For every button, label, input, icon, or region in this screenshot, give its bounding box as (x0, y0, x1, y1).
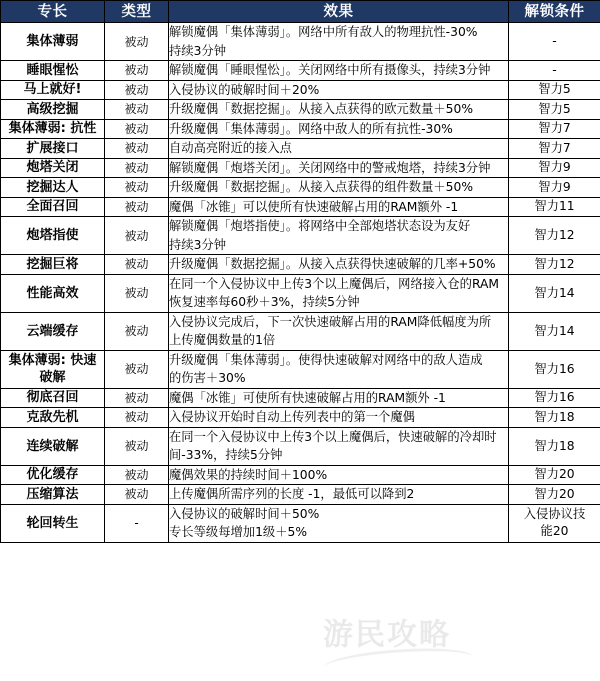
perk-type-cell: 被动 (105, 100, 169, 120)
perk-unlock-line: 智力9 (538, 179, 571, 194)
perk-type-cell: 被动 (105, 119, 169, 139)
perk-name-line: 破解 (39, 370, 66, 385)
perk-unlock-cell (509, 427, 600, 465)
perk-effect-line: 解锁魔偶「炮塔指使」。将网络中全部炮塔状态设为友好 (169, 219, 471, 233)
perk-effect-cell (169, 485, 509, 505)
perk-effect-line: 恢复速率每60秒＋3%，持续5分钟 (169, 295, 360, 309)
perk-name-cell (1, 178, 105, 198)
perk-name-line: 马上就好! (23, 82, 82, 98)
perk-name-line: 云端缓存 (26, 323, 79, 339)
perk-name-cell (1, 485, 105, 505)
perk-unlock-line: 智力5 (538, 82, 571, 97)
perk-name-line: 克敌先机 (26, 409, 79, 425)
perk-effect-line: 的伤害＋30% (169, 371, 246, 385)
perk-unlock-cell (509, 61, 600, 81)
perk-unlock-cell (509, 158, 600, 178)
perk-unlock-cell (509, 100, 600, 120)
perk-name-cell (1, 388, 105, 408)
perk-unlock-line: 智力5 (538, 101, 571, 116)
perk-effect-line: 在同一个入侵协议中上传3个以上魔偶后，网络接入仓的RAM (169, 276, 500, 291)
perk-name-cell (1, 408, 105, 428)
perk-unlock-line: 入侵协议技 (523, 507, 586, 521)
perk-unlock-cell (509, 197, 600, 217)
perk-unlock-cell (509, 178, 600, 198)
perk-unlock-cell (509, 80, 600, 100)
table-row (1, 217, 600, 255)
perk-unlock-line: 智力20 (534, 467, 575, 482)
perk-name-cell (1, 158, 105, 178)
perk-unlock-line: 智力18 (534, 409, 575, 424)
perk-effect-line: 持续3分钟 (169, 237, 227, 252)
perk-name-cell (1, 255, 105, 275)
perk-unlock-line: 智力14 (534, 285, 575, 300)
perk-effect-cell (169, 61, 509, 81)
perk-type-cell: 被动 (105, 197, 169, 217)
table-row (1, 465, 600, 485)
perk-effect-cell (169, 23, 509, 61)
perk-type-cell: 被动 (105, 61, 169, 81)
perk-effect-cell (169, 158, 509, 178)
table-header (1, 1, 600, 23)
perk-unlock-line: 智力11 (534, 199, 575, 214)
table-row (1, 274, 600, 312)
perk-unlock-cell (509, 504, 600, 542)
perk-unlock-cell (509, 408, 600, 428)
perk-unlock-cell (509, 23, 600, 61)
perk-name-cell (1, 197, 105, 217)
header-row (1, 1, 600, 23)
column-header-type: 类型 (105, 1, 169, 23)
perk-effect-line: 入侵协议开始时自动上传列表中的第一个魔偶 (169, 410, 415, 424)
perk-unlock-cell (509, 465, 600, 485)
perk-type-cell: 被动 (105, 158, 169, 178)
table-row (1, 427, 600, 465)
table-row (1, 80, 600, 100)
table-row (1, 255, 600, 275)
perk-name-cell (1, 504, 105, 542)
perk-unlock-cell (509, 350, 600, 388)
perk-name-cell (1, 274, 105, 312)
perk-name-line: 炮塔关闭 (26, 160, 79, 176)
perk-name-line: 挖掘巨将 (26, 256, 79, 272)
perk-effect-cell (169, 388, 509, 408)
perk-type-cell: 被动 (105, 255, 169, 275)
perk-effect-line: 升级魔偶「数据挖掘」。从接入点获得的组件数量＋50% (169, 180, 474, 194)
table-row (1, 61, 600, 81)
perk-effect-cell (169, 197, 509, 217)
perk-unlock-cell (509, 388, 600, 408)
perk-unlock-cell (509, 217, 600, 255)
perk-effect-line: 入侵协议的破解时间＋50% (169, 506, 320, 521)
watermark-text: 游民攻略 (323, 617, 451, 653)
perk-name-cell (1, 217, 105, 255)
perk-effect-line: 入侵协议完成后，下一次快速破解占用的RAM降低幅度为所 (169, 314, 492, 329)
perk-unlock-line: 智力18 (534, 438, 575, 453)
table-row (1, 158, 600, 178)
perk-effect-cell (169, 312, 509, 350)
perk-effect-line: 上传魔偶数量的1倍 (169, 333, 276, 347)
perk-name-cell (1, 427, 105, 465)
perk-effect-cell (169, 217, 509, 255)
perk-name-cell (1, 61, 105, 81)
perk-effect-line: 解锁魔偶「炮塔关闭」。关闭网络中的警戒炮塔，持续3分钟 (169, 160, 491, 175)
perk-effect-line: 魔偶效果的持续时间＋100% (169, 467, 328, 482)
perk-effect-line: 升级魔偶「数据挖掘」。从接入点获得的欧元数量＋50% (169, 102, 474, 116)
perk-effect-line: 升级魔偶「集体薄弱」。网络中敌人的所有抗性-30% (169, 121, 453, 136)
perk-effect-line: 上传魔偶所需序列的长度 -1，最低可以降到2 (169, 487, 415, 501)
perk-name-cell (1, 23, 105, 61)
perk-effect-line: 入侵协议的破解时间＋20% (169, 82, 320, 97)
table-row (1, 408, 600, 428)
perk-unlock-cell (509, 119, 600, 139)
perk-name-line: 扩展接口 (26, 140, 79, 156)
perk-type-cell: 被动 (105, 178, 169, 198)
table-row (1, 504, 600, 542)
column-header-name: 专长 (1, 1, 105, 23)
perk-type-cell: 被动 (105, 80, 169, 100)
perk-effect-line: 魔偶「冰锥」可使所有快速破解占用的RAM额外 -1 (169, 390, 446, 405)
perk-name-line: 炮塔指使 (26, 228, 79, 243)
perk-name-line: 集体薄弱: 快速 (8, 353, 97, 368)
perk-effect-cell (169, 465, 509, 485)
perk-effect-cell (169, 100, 509, 120)
perk-effect-line: 魔偶「冰锥」可以使所有快速破解占用的RAM额外 -1 (169, 199, 459, 214)
perk-name-line: 性能高效 (26, 285, 79, 301)
perk-unlock-line: 智力16 (534, 390, 575, 405)
perk-name-line: 集体薄弱: 抗性 (8, 121, 97, 137)
perk-effect-cell (169, 80, 509, 100)
perk-name-cell (1, 465, 105, 485)
perk-type-cell: - (105, 504, 169, 542)
perk-type-cell: 被动 (105, 388, 169, 408)
perk-type-cell: 被动 (105, 217, 169, 255)
perk-unlock-line: 能20 (540, 524, 569, 538)
table-row (1, 312, 600, 350)
perk-unlock-line: 智力12 (534, 256, 575, 271)
perk-unlock-line: 智力12 (534, 228, 575, 242)
perk-effect-cell (169, 350, 509, 388)
perk-type-cell: 被动 (105, 427, 169, 465)
perk-type-cell: 被动 (105, 274, 169, 312)
perk-name-line: 挖掘达人 (26, 179, 79, 195)
perk-effect-line: 在同一个入侵协议中上传3个以上魔偶后，快速破解的冷却时 (169, 429, 497, 444)
perk-name-cell (1, 312, 105, 350)
perk-effect-cell (169, 504, 509, 542)
perk-effect-line: 自动高亮附近的接入点 (169, 141, 292, 155)
perk-name-line: 全面召回 (26, 199, 79, 215)
watermark-swoosh-icon (323, 644, 474, 667)
perk-type-cell: 被动 (105, 408, 169, 428)
perk-effect-line: 解锁魔偶「集体薄弱」。网络中所有敌人的物理抗性-30% (169, 25, 478, 39)
perk-unlock-line: 智力20 (534, 486, 575, 501)
perk-type-cell: 被动 (105, 23, 169, 61)
perk-unlock-cell (509, 485, 600, 505)
perk-name-line: 高级挖掘 (26, 101, 79, 117)
table-body (1, 23, 600, 543)
perk-effect-cell (169, 255, 509, 275)
table-row (1, 139, 600, 159)
perk-effect-line: 间-33%，持续5分钟 (169, 448, 283, 462)
perk-effect-cell (169, 139, 509, 159)
perk-name-line: 轮回转生 (26, 515, 79, 531)
perk-type-cell: 被动 (105, 312, 169, 350)
table-row (1, 119, 600, 139)
perk-name-line: 连续破解 (26, 438, 79, 454)
table-row (1, 350, 600, 388)
perk-type-cell: 被动 (105, 139, 169, 159)
table-row (1, 178, 600, 198)
column-header-effect: 效果 (169, 1, 509, 23)
perk-name-cell (1, 139, 105, 159)
perk-unlock-line: 智力7 (538, 140, 571, 155)
perk-effect-cell (169, 408, 509, 428)
column-header-unlock: 解锁条件 (509, 1, 600, 23)
table-row (1, 388, 600, 408)
perk-effect-cell (169, 274, 509, 312)
perk-name-line: 彻底召回 (26, 390, 79, 406)
table-row (1, 197, 600, 217)
perk-effect-line: 解锁魔偶「睡眼惺忪」。关闭网络中所有摄像头，持续3分钟 (169, 63, 491, 77)
perk-unlock-line: 智力14 (534, 323, 575, 338)
perk-unlock-line: 智力9 (538, 160, 571, 175)
perk-effect-cell (169, 119, 509, 139)
perk-effect-line: 专长等级每增加1级＋5% (169, 525, 308, 539)
perk-effect-line: 升级魔偶「数据挖掘」。从接入点获得快速破解的几率+50% (169, 257, 496, 271)
perk-unlock-cell (509, 312, 600, 350)
perk-unlock-line: 智力16 (534, 361, 575, 376)
perk-name-line: 集体薄弱 (26, 34, 79, 49)
table-row (1, 100, 600, 120)
perk-type-cell: 被动 (105, 350, 169, 388)
perk-unlock-line: 智力7 (538, 121, 571, 136)
perk-type-cell: 被动 (105, 485, 169, 505)
perk-unlock-cell (509, 139, 600, 159)
table-row (1, 23, 600, 61)
perk-name-cell (1, 100, 105, 120)
perk-effect-line: 持续3分钟 (169, 43, 227, 58)
perk-name-line: 优化缓存 (26, 467, 79, 483)
perk-name-cell (1, 350, 105, 388)
site-watermark (323, 610, 473, 663)
perk-unlock-line: - (552, 62, 557, 77)
perk-effect-cell (169, 178, 509, 198)
perk-effect-cell (169, 427, 509, 465)
perk-effect-line: 升级魔偶「集体薄弱」。使得快速破解对网络中的敌人造成 (169, 352, 483, 367)
perk-name-cell (1, 119, 105, 139)
perk-name-line: 压缩算法 (26, 486, 79, 502)
perk-unlock-cell (509, 274, 600, 312)
table-row (1, 485, 600, 505)
perk-unlock-cell (509, 255, 600, 275)
perk-type-cell: 被动 (105, 465, 169, 485)
perk-name-line: 睡眼惺忪 (26, 62, 79, 78)
perk-name-cell (1, 80, 105, 100)
perk-unlock-line: - (552, 34, 557, 48)
